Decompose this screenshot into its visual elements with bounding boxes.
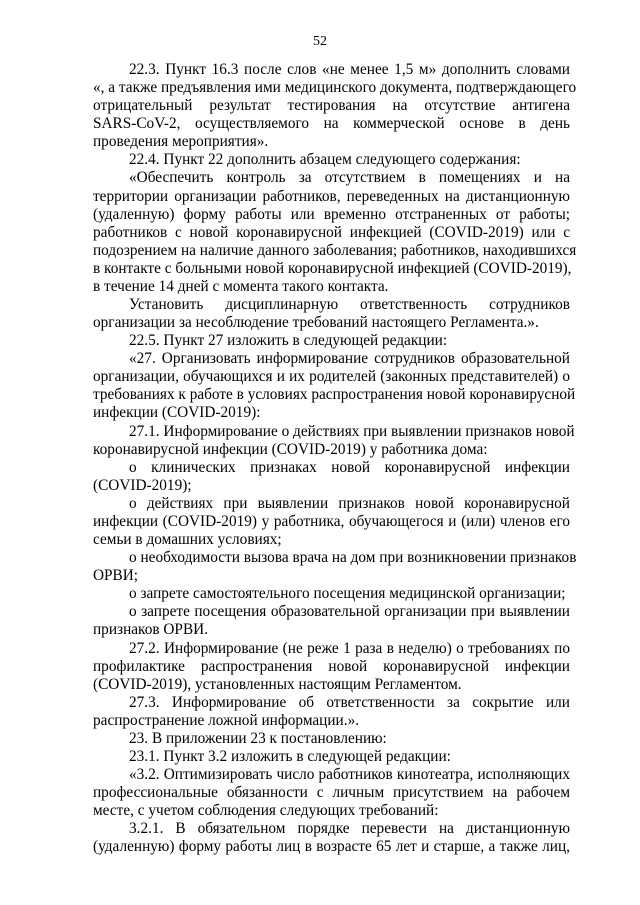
text-line: (COVID-2019);	[93, 476, 192, 494]
text-line: инфекции (COVID-2019) у работника, обучающегося и (или) членов его	[93, 512, 570, 530]
text-line: в течение 14 дней с момента такого контакта.	[93, 277, 389, 295]
text-line: организации за несоблюдение требований настоящего Регламента.».	[93, 314, 539, 332]
text-line: организации, обучающихся и их родителей (законных представителей) о	[93, 368, 570, 386]
text-line: 22.3. Пункт 16.3 после слов «не менее 1,5 м» дополнить словами	[129, 61, 570, 78]
text-line: «Обеспечить контроль за отсутствием в помещениях и на	[129, 169, 570, 187]
text-line: требованиях к работе в условиях распространения новой коронавирусной	[93, 386, 576, 404]
text-line: в контакте с больными новой коронавирусной инфекцией (COVID-2019),	[93, 259, 572, 277]
text-line: 27.3. Информирование об ответственности за сокрытие или	[129, 693, 570, 711]
document-body	[93, 61, 577, 856]
text-line: о запрете самостоятельного посещения медицинской организации;	[129, 585, 566, 603]
text-line: 23.1. Пункт 3.2 изложить в следующей редакции:	[129, 747, 451, 765]
text-line: месте, с учетом соблюдения следующих требований:	[93, 802, 439, 820]
text-line: профессиональные обязанности с личным присутствием на рабочем	[93, 784, 570, 802]
text-line: о клинических признаках новой коронавирусной инфекции	[129, 458, 570, 476]
page-number: 52	[313, 34, 327, 49]
text-line: о запрете посещения образовательной организации при выявлении	[129, 603, 570, 621]
text-line: семьи в домашних условиях;	[93, 531, 282, 549]
text-line: Установить дисциплинарную ответственность сотрудников	[129, 296, 570, 314]
text-line: «27. Организовать информирование сотрудников образовательной	[129, 350, 570, 368]
text-line: о действиях при выявлении признаков новой коронавирусной	[129, 494, 570, 512]
text-line: 27.2. Информирование (не реже 1 раза в неделю) о требованиях по	[129, 639, 570, 657]
text-line: подозрением на наличие данного заболевания; работников, находившихся	[93, 241, 577, 259]
text-line: 27.1. Информирование о действиях при выявлении признаков новой	[129, 422, 575, 440]
text-line: 23. В приложении 23 к постановлению:	[129, 729, 387, 747]
text-line: (удаленную) форму работы или временно отстраненных от работы;	[93, 205, 570, 223]
text-line: 22.4. Пункт 22 дополнить абзацем следующего содержания:	[129, 151, 521, 169]
text-line: «, а также предъявления ими медицинского документа, подтверждающего	[93, 79, 577, 97]
text-line: признаков ОРВИ.	[93, 621, 209, 639]
text-line: 22.5. Пункт 27 изложить в следующей редакции:	[129, 332, 448, 350]
text-line: SARS-CoV-2, осуществляемого на коммерческой основе в день	[93, 115, 570, 133]
text-line: профилактике распространения новой коронавирусной инфекции	[93, 657, 570, 675]
text-line: коронавирусной инфекции (COVID-2019) у работника дома:	[93, 440, 488, 458]
text-line: инфекции (COVID-2019):	[93, 404, 261, 422]
text-line: (удаленную) форму работы лиц в возрасте 65 лет и старше, а также лиц,	[93, 838, 570, 856]
text-line: распространение ложной информации.».	[93, 711, 360, 729]
text-line: территории организации работников, переведенных на дистанционную	[93, 187, 570, 205]
text-line: проведения мероприятия».	[93, 133, 269, 151]
text-line: 3.2.1. В обязательном порядке перевести на дистанционную	[129, 820, 570, 838]
text-line: о необходимости вызова врача на дом при возникновении признаков	[129, 549, 577, 567]
text-line: работников с новой коронавирусной инфекцией (COVID-2019) или с	[93, 223, 570, 241]
text-line: (COVID-2019), установленных настоящим Регламентом.	[93, 675, 462, 693]
text-line: ОРВИ;	[93, 567, 139, 585]
text-line: «3.2. Оптимизировать число работников кинотеатра, исполняющих	[129, 766, 570, 784]
text-line: отрицательный результат тестирования на отсутствие антигена	[93, 97, 570, 115]
